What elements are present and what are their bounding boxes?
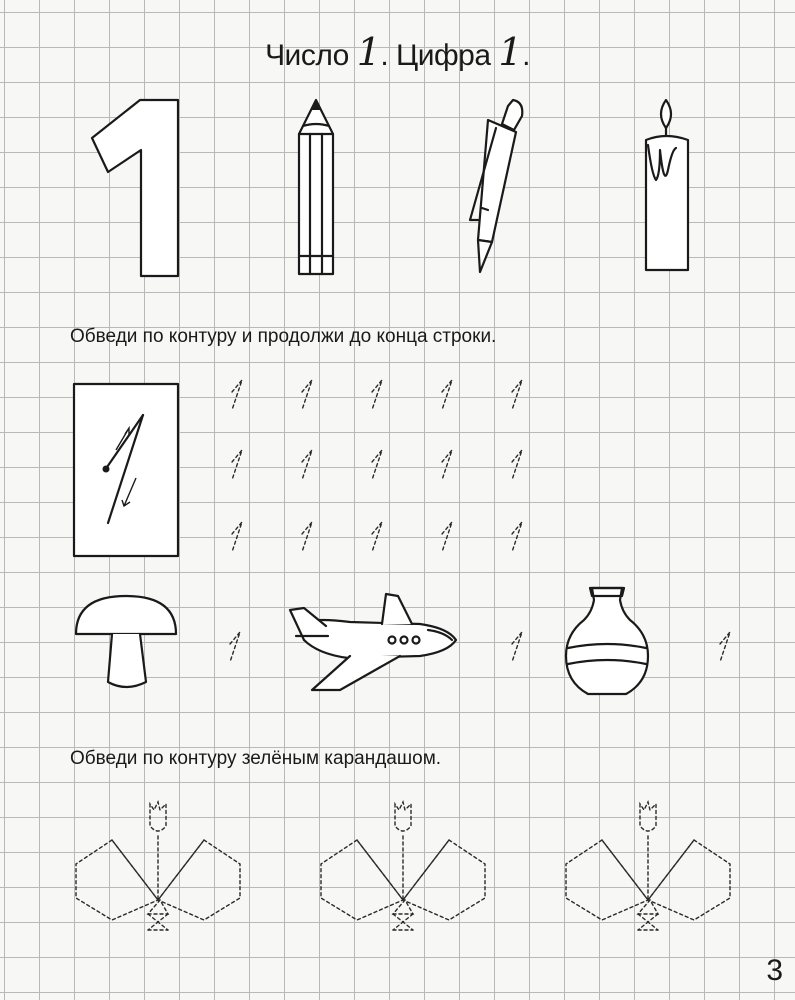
dashed-one-1-3 xyxy=(372,380,382,410)
dashed-one-1-5 xyxy=(512,380,522,410)
dashed-one-2-3 xyxy=(372,450,382,480)
tulip-stroke-4 xyxy=(403,840,485,920)
tulip-pattern-2 xyxy=(321,802,485,930)
tulip-stroke-1 xyxy=(640,802,656,831)
vase-icon xyxy=(566,588,648,694)
tulip-pattern-3 xyxy=(566,802,730,930)
candle-icon xyxy=(646,100,688,270)
dashed-one-4-1 xyxy=(230,632,240,662)
dashed-one-3-3 xyxy=(372,522,382,552)
dashed-one-3-1 xyxy=(232,522,242,552)
tulip-stroke-1 xyxy=(395,802,411,831)
tulip-stroke-6 xyxy=(148,900,168,914)
tulip-pattern-1 xyxy=(76,802,240,930)
dashed-one-2-5 xyxy=(512,450,522,480)
dashed-one-2-4 xyxy=(442,450,452,480)
pen-icon xyxy=(470,100,522,272)
dashed-one-4-2 xyxy=(512,632,522,662)
pencil-icon xyxy=(299,100,333,274)
instruction-trace-continue: Обведи по контуру и продолжи до конца строки. xyxy=(70,326,497,347)
tulip-stroke-6 xyxy=(638,900,658,914)
tulip-stroke-3 xyxy=(321,840,403,920)
dashed-one-1-4 xyxy=(442,380,452,410)
dashed-one-4-3 xyxy=(720,632,730,662)
title-text-number: Число xyxy=(265,39,357,72)
dashed-one-2-2 xyxy=(302,450,312,480)
dashed-one-3-2 xyxy=(302,522,312,552)
mushroom-icon xyxy=(76,596,176,687)
title-digit-1: 1 xyxy=(356,30,381,74)
tulip-stroke-7 xyxy=(393,914,413,930)
title-text-digit: . Цифра xyxy=(380,39,499,72)
dashed-one-3-4 xyxy=(442,522,452,552)
digit-one-icon xyxy=(92,100,178,276)
example-box xyxy=(74,384,178,556)
dashed-one-1-1 xyxy=(232,380,242,410)
dashed-one-1-2 xyxy=(302,380,312,410)
tulip-stroke-3 xyxy=(76,840,158,920)
title-digit-2: 1 xyxy=(498,30,523,74)
tulip-stroke-4 xyxy=(648,840,730,920)
tulip-stroke-4 xyxy=(158,840,240,920)
dashed-one-3-5 xyxy=(512,522,522,552)
title-period: . xyxy=(522,39,530,72)
airplane-icon xyxy=(290,594,456,690)
tulip-stroke-7 xyxy=(638,914,658,930)
page-number: 3 xyxy=(766,954,783,987)
dashed-one-2-1 xyxy=(232,450,242,480)
instruction-trace-green: Обведи по контуру зелёным карандашом. xyxy=(70,748,442,769)
tulip-stroke-3 xyxy=(566,840,648,920)
tulip-stroke-6 xyxy=(393,900,413,914)
tulip-stroke-1 xyxy=(150,802,166,831)
tulip-stroke-7 xyxy=(148,914,168,930)
